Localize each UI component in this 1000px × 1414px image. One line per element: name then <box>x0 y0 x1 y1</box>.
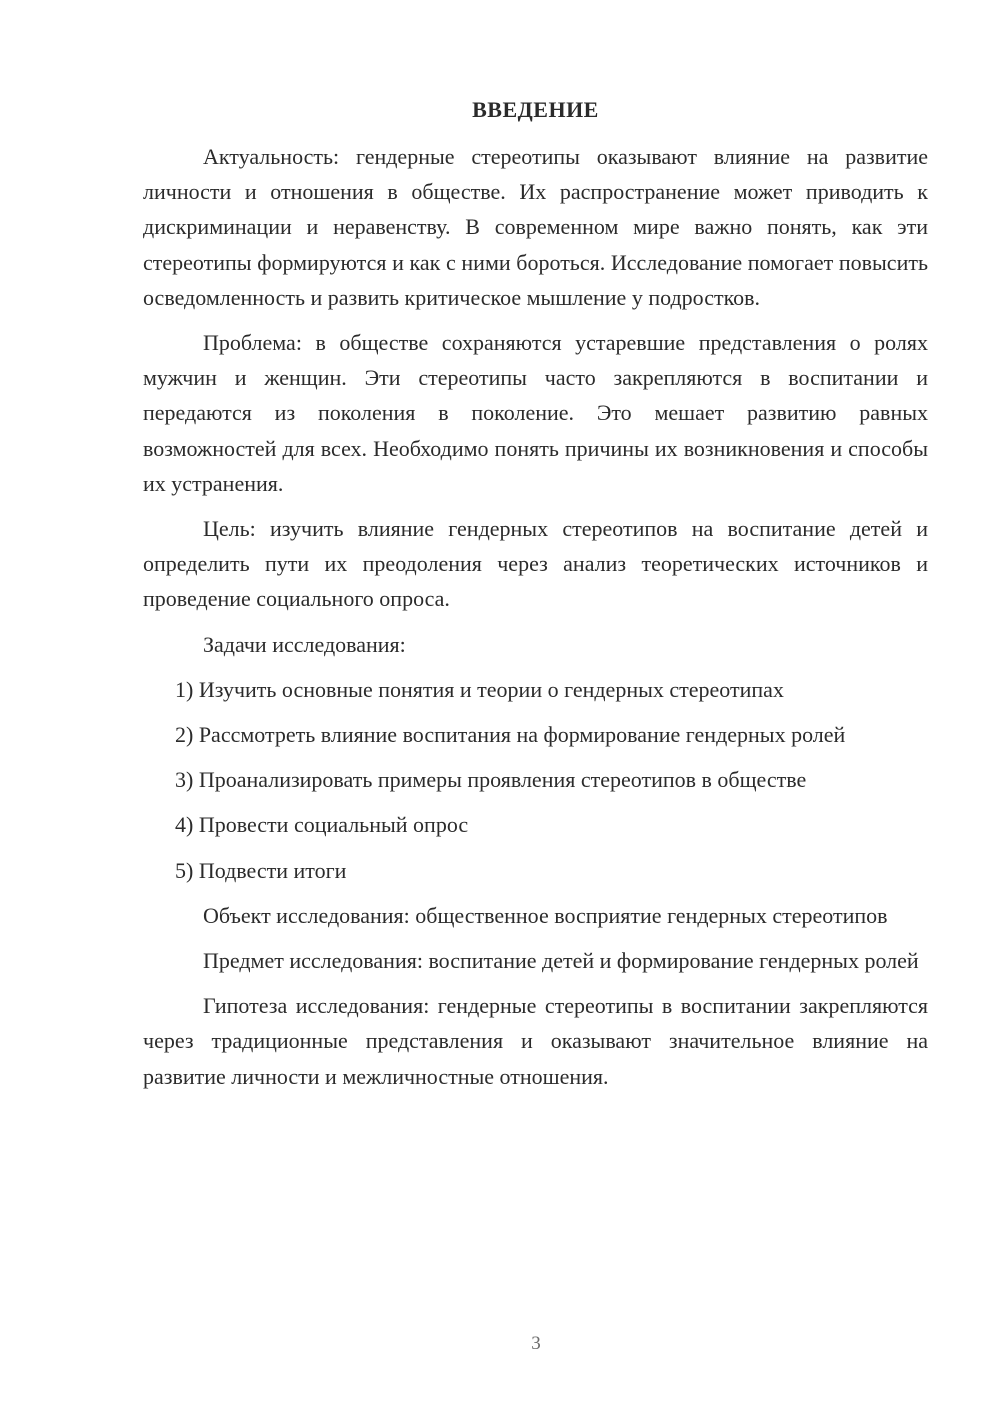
paragraph-subject: Предмет исследования: воспитание детей и формирование гендерных ролей <box>203 948 919 974</box>
task-item-4: 4) Провести социальный опрос <box>175 812 469 838</box>
page-content <box>143 92 928 1104</box>
paragraph-hypothesis: Гипотеза исследования: гендерные стереотипы в воспитании закрепляются через традиционные представления и оказывают значительное влияние на развитие личности и межличностные отношения. <box>143 993 928 1089</box>
task-item-1: 1) Изучить основные понятия и теории о гендерных стереотипах <box>175 676 784 702</box>
task-item-5: 5) Подвести итоги <box>175 857 347 883</box>
paragraph-tasks-heading: Задачи исследования: <box>203 631 406 657</box>
paragraph-goal: Цель: изучить влияние гендерных стереотипов на воспитание детей и определить пути их преодоления через анализ теоретических источников и проведение социального опроса. <box>143 516 928 612</box>
task-item-2: 2) Рассмотреть влияние воспитания на формирование гендерных ролей <box>175 722 846 748</box>
section-title: ВВЕДЕНИЕ <box>472 97 599 122</box>
paragraph-problem: Проблема: в обществе сохраняются устаревшие представления о ролях мужчин и женщин. Эти стереотипы часто закрепляются в воспитании и передаются из поколения в поколение. Это мешает развитию равных возможностей для всех. Необходимо понять причины их возникновения и способы их устранения. <box>143 330 928 496</box>
task-item-3: 3) Проанализировать примеры проявления стереотипов в обществе <box>175 767 807 793</box>
paragraph-relevance: Актуальность: гендерные стереотипы оказывают влияние на развитие личности и отношения в обществе. Их распространение может приводить к дискриминации и неравенству. В современном мире важно понять, как эти стереотипы формируются и как с ними бороться. Исследование помогает повысить осведомленность и развить критическое мышление у подростков. <box>143 144 928 310</box>
page-number: 3 <box>531 1333 541 1354</box>
paragraph-object: Объект исследования: общественное восприятие гендерных стереотипов <box>203 902 888 928</box>
